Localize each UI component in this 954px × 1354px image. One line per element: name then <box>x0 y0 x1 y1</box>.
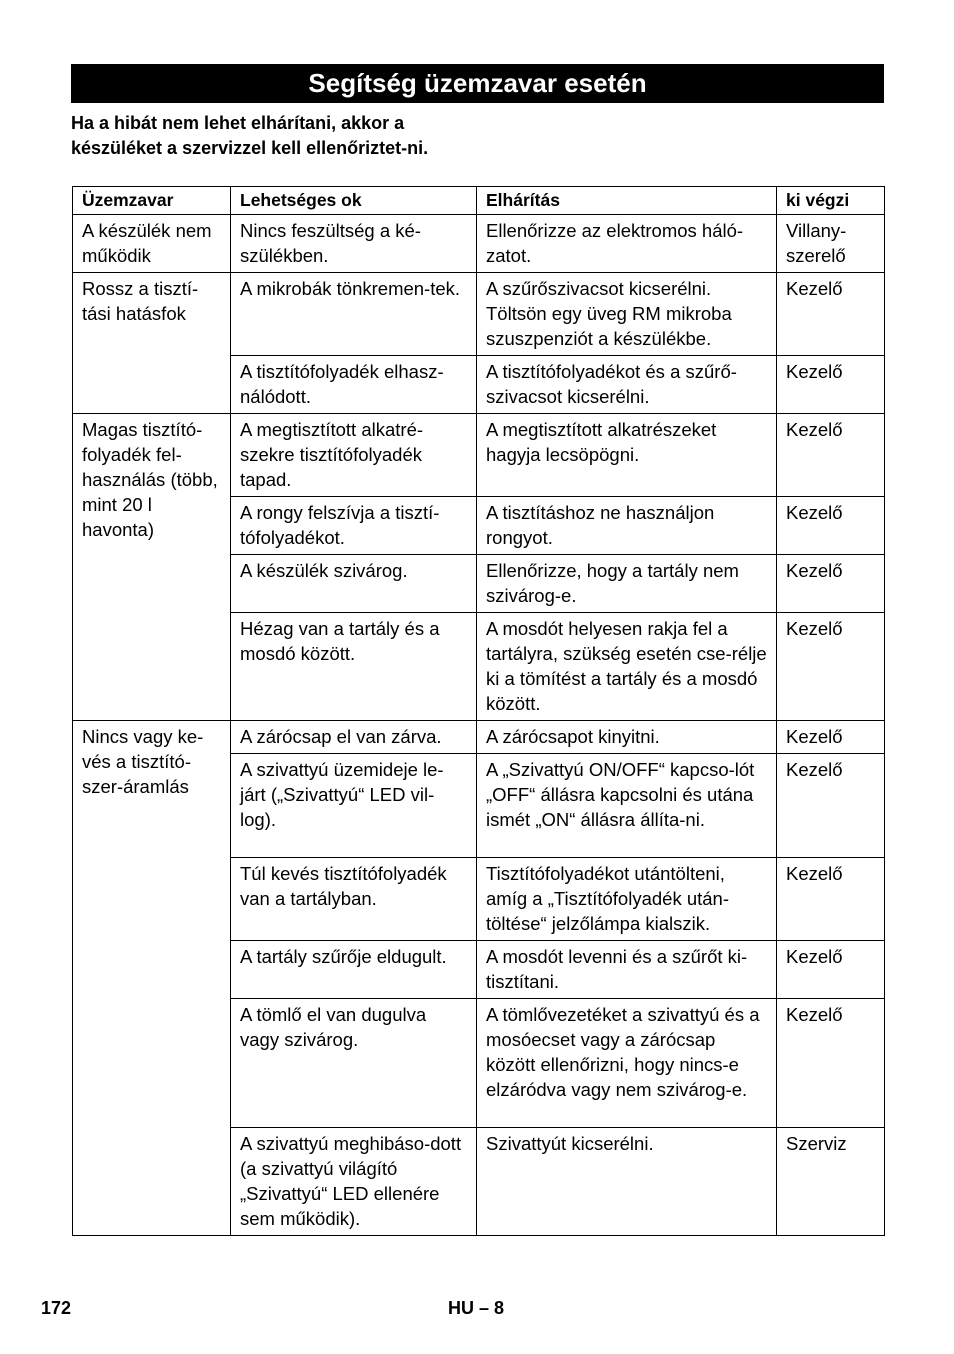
fault-cell: Rossz a tisztí-tási hatásfok <box>73 273 231 414</box>
column-header-fault: Üzemzavar <box>73 187 231 215</box>
performed-by-cell: Kezelő <box>777 858 885 941</box>
performed-by-cell: Kezelő <box>777 273 885 356</box>
performed-by-cell: Kezelő <box>777 497 885 555</box>
performed-by-cell: Kezelő <box>777 356 885 414</box>
table-row <box>73 273 885 356</box>
cause-cell: Hézag van a tartály és a mosdó között. <box>231 613 477 721</box>
table-row <box>73 414 885 497</box>
remedy-cell: A „Szivattyú ON/OFF“ kapcso-lót „OFF“ állásra kapcsolni és utána ismét „ON“ állásra állíta-ni. <box>477 754 777 858</box>
page-title: Segítség üzemzavar esetén <box>71 64 884 103</box>
remedy-cell: Ellenőrizze, hogy a tartály nem szivárog-e. <box>477 555 777 613</box>
intro-text: Ha a hibát nem lehet elhárítani, akkor a készüléket a szervizzel kell ellenőriztet-ni. <box>71 113 429 158</box>
remedy-cell: A mosdót levenni és a szűrőt ki-tisztítani. <box>477 941 777 999</box>
cause-cell: A zárócsap el van zárva. <box>231 721 477 754</box>
cause-cell: Nincs feszültség a ké-szülékben. <box>231 215 477 273</box>
table-header-row <box>73 187 885 215</box>
remedy-cell: A mosdót helyesen rakja fel a tartályra, szükség esetén cse-rélje ki a tömítést a tartály és a mosdó között. <box>477 613 777 721</box>
table-row <box>73 721 885 754</box>
troubleshooting-table <box>72 186 885 1236</box>
performed-by-cell: Kezelő <box>777 414 885 497</box>
remedy-cell: A szűrőszivacsot kicserélni. Töltsön egy üveg RM mikroba szuszpenziót a készülékbe. <box>477 273 777 356</box>
remedy-cell: A zárócsapot kinyitni. <box>477 721 777 754</box>
performed-by-cell: Kezelő <box>777 555 885 613</box>
remedy-cell: A tisztítófolyadékot és a szűrő-szivacsot kicserélni. <box>477 356 777 414</box>
cause-cell: A rongy felszívja a tisztí-tófolyadékot. <box>231 497 477 555</box>
performed-by-cell: Kezelő <box>777 941 885 999</box>
page-number: 172 <box>41 1298 72 1318</box>
performed-by-cell: Kezelő <box>777 721 885 754</box>
cause-cell: A szivattyú meghibáso-dott (a szivattyú világító „Szivattyú“ LED ellenére sem működik). <box>231 1128 477 1236</box>
remedy-cell: A megtisztított alkatrészeket hagyja lecsöpögni. <box>477 414 777 497</box>
fault-cell: Nincs vagy ke-vés a tisztító-szer-áramlás <box>73 721 231 1236</box>
fault-cell: A készülék nem működik <box>73 215 231 273</box>
remedy-cell: A tömlővezetéket a szivattyú és a mosóecset vagy a zárócsap között ellenőrizni, hogy nincs-e elzáródva vagy nem szivárog-e. <box>477 999 777 1128</box>
fault-cell: Magas tisztító-folyadék fel-használás (több, mint 20 l havonta) <box>73 414 231 721</box>
column-header-performed-by: ki végzi <box>777 187 885 215</box>
remedy-cell: Szivattyút kicserélni. <box>477 1128 777 1236</box>
cause-cell: A megtisztított alkatré-szekre tisztítófolyadék tapad. <box>231 414 477 497</box>
cause-cell: A készülék szivárog. <box>231 555 477 613</box>
column-header-remedy: Elhárítás <box>477 187 777 215</box>
performed-by-cell: Kezelő <box>777 754 885 858</box>
cause-cell: A mikrobák tönkremen-tek. <box>231 273 477 356</box>
cause-cell: A tartály szűrője eldugult. <box>231 941 477 999</box>
column-header-cause: Lehetséges ok <box>231 187 477 215</box>
remedy-cell: Ellenőrizze az elektromos háló-zatot. <box>477 215 777 273</box>
performed-by-cell: Kezelő <box>777 999 885 1128</box>
performed-by-cell: Kezelő <box>777 613 885 721</box>
remedy-cell: A tisztításhoz ne használjon rongyot. <box>477 497 777 555</box>
cause-cell: A szivattyú üzemideje le-járt („Szivattyú“ LED vil-log). <box>231 754 477 858</box>
cause-cell: Túl kevés tisztítófolyadék van a tartályban. <box>231 858 477 941</box>
language-page-label: HU – 8 <box>448 1298 505 1318</box>
performed-by-cell: Villany-szerelő <box>777 215 885 273</box>
remedy-cell: Tisztítófolyadékot utántölteni, amíg a „Tisztítófolyadék után-töltése“ jelzőlámpa kialszik. <box>477 858 777 941</box>
performed-by-cell: Szerviz <box>777 1128 885 1236</box>
table-row <box>73 215 885 273</box>
cause-cell: A tisztítófolyadék elhasz-nálódott. <box>231 356 477 414</box>
cause-cell: A tömlő el van dugulva vagy szivárog. <box>231 999 477 1128</box>
